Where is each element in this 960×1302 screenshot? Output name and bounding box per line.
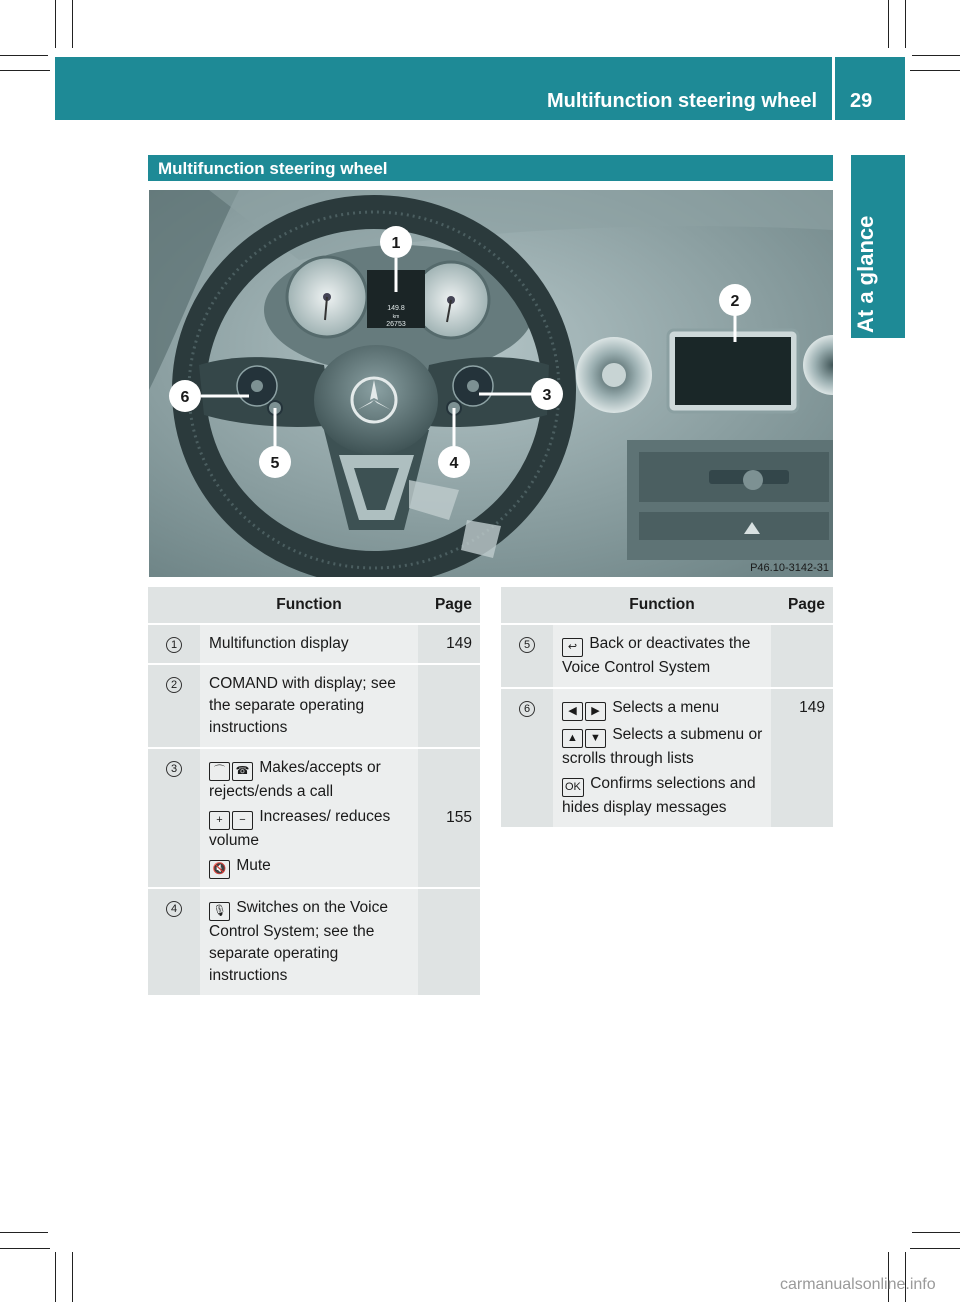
header-number-cell [501,587,553,624]
header-function: Function [200,587,418,624]
crop-mark [905,0,906,48]
watermark: carmanualsonline.info [780,1276,936,1293]
crop-mark [0,1232,48,1233]
phone-end-key-icon: ☎ [232,762,253,781]
minus-key-icon: − [232,811,253,830]
right-arrow-key-icon: ▶ [585,702,606,721]
function-text: Multifunction display [209,635,349,652]
function-table-left [148,587,480,997]
back-key-icon: ↩ [562,638,583,657]
table-header-row [148,587,480,624]
page-ref [418,888,480,996]
table-row [148,888,480,996]
page-ref [418,664,480,748]
table-row [501,624,833,688]
crop-mark [888,0,889,48]
table-row [148,624,480,664]
cluster-readout: 26753 [386,321,406,328]
crop-mark [0,70,50,71]
item-number: 6 [519,701,535,717]
crop-mark [72,0,73,48]
voice-control-key-icon: 🎙 [209,902,230,921]
callout-2: 2 [730,293,740,310]
callout-5: 5 [270,455,280,472]
running-header-title: Multifunction steering wheel [546,90,817,112]
crop-mark [912,1232,960,1233]
table-header-row [501,587,833,624]
function-table-right [501,587,833,829]
callout-4: 4 [449,455,459,472]
page-ref [771,624,833,688]
item-number: 5 [519,637,535,653]
crop-mark [910,1248,960,1249]
item-number: 4 [166,901,182,917]
figure-code: P46.10-3142-31 [750,562,829,574]
left-arrow-key-icon: ◀ [562,702,583,721]
steering-wheel-figure [149,190,833,577]
crop-mark [55,0,56,48]
down-arrow-key-icon: ▼ [585,729,606,748]
section-heading-bar [148,155,833,181]
crop-mark [912,55,960,56]
header-number-cell [148,587,200,624]
section-title: Multifunction steering wheel [158,159,388,178]
page-ref: 149 [771,688,833,828]
crop-mark [0,55,48,56]
function-text: Switches on the Voice Control System; see the separate operating instructions [209,899,388,984]
callout-6: 6 [180,389,190,406]
page-number: 29 [850,90,873,112]
item-number: 3 [166,761,182,777]
cluster-readout: 149.8 [387,305,405,312]
phone-accept-key-icon: ⌒ [209,762,230,781]
ok-key-icon: OK [562,778,584,797]
function-text: Confirms selections and hides display messages [562,775,756,816]
header-divider [832,57,835,120]
function-text: Makes/accepts or rejects/ends a call [209,759,381,800]
callout-1: 1 [391,235,401,252]
plus-key-icon: + [209,811,230,830]
steering-wheel-illustration [149,190,833,577]
header-page: Page [418,587,480,624]
function-text: Selects a submenu or scrolls through lists [562,726,763,767]
crop-mark [55,1252,56,1302]
up-arrow-key-icon: ▲ [562,729,583,748]
side-tab-label: At a glance [853,215,878,333]
function-text: Back or deactivates the Voice Control System [562,635,751,676]
header-page: Page [771,587,833,624]
table-row [148,664,480,748]
callout-3: 3 [542,387,552,404]
item-number: 2 [166,677,182,693]
function-text: COMAND with display; see the separate operating instructions [209,675,396,736]
crop-mark [72,1252,73,1302]
crop-mark [910,70,960,71]
header-function: Function [553,587,771,624]
table-row [501,688,833,828]
item-number: 1 [166,637,182,653]
cluster-readout: km [392,314,400,320]
crop-mark [0,1248,50,1249]
page-ref: 155 [418,748,480,888]
function-text: Mute [236,857,271,874]
page-ref: 149 [418,624,480,664]
mute-key-icon: 🔇 [209,860,230,879]
table-row [148,748,480,888]
function-text: Selects a menu [612,699,720,716]
function-text: Increases/ reduces volume [209,808,391,849]
